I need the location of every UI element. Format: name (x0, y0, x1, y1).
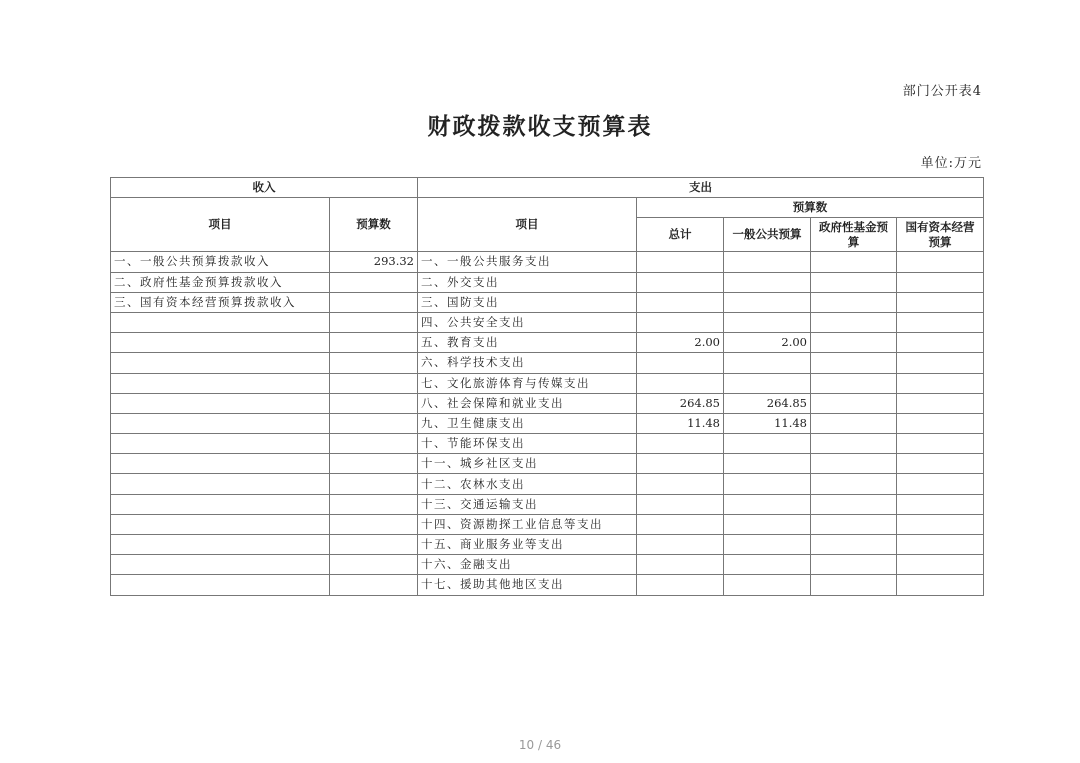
general-budget-cell (724, 555, 811, 575)
total-cell (637, 272, 724, 292)
table-row (111, 494, 984, 514)
general-budget-cell (724, 514, 811, 534)
gov-fund-cell (811, 393, 897, 413)
income-value-cell (330, 514, 418, 534)
total-header: 总计 (637, 218, 724, 252)
income-value-cell (330, 474, 418, 494)
income-value-cell (330, 413, 418, 433)
income-header: 收入 (111, 178, 418, 198)
income-value-cell (330, 312, 418, 332)
total-cell (637, 252, 724, 272)
state-capital-cell (897, 333, 984, 353)
table-row (111, 575, 984, 595)
income-value-cell (330, 333, 418, 353)
total-cell: 11.48 (637, 413, 724, 433)
table-row (111, 272, 984, 292)
state-capital-cell (897, 413, 984, 433)
total-cell (637, 353, 724, 373)
expense-header: 支出 (418, 178, 984, 198)
state-capital-header: 国有资本经营预算 (897, 218, 984, 252)
state-capital-cell (897, 312, 984, 332)
expense-item-cell: 六、科学技术支出 (418, 353, 637, 373)
total-cell (637, 373, 724, 393)
gov-fund-cell (811, 333, 897, 353)
state-capital-cell (897, 555, 984, 575)
state-capital-cell (897, 292, 984, 312)
income-item-cell (111, 514, 330, 534)
total-cell (637, 474, 724, 494)
general-budget-cell (724, 252, 811, 272)
budget-group-header: 预算数 (637, 198, 984, 218)
expense-item-cell: 四、公共安全支出 (418, 312, 637, 332)
general-budget-cell: 2.00 (724, 333, 811, 353)
table-row (111, 514, 984, 534)
income-value-cell (330, 393, 418, 413)
expense-item-cell: 十三、交通运输支出 (418, 494, 637, 514)
expense-item-cell: 五、教育支出 (418, 333, 637, 353)
income-value-cell (330, 292, 418, 312)
table-row (111, 413, 984, 433)
income-item-cell (111, 312, 330, 332)
expense-item-cell: 十六、金融支出 (418, 555, 637, 575)
income-item-cell (111, 413, 330, 433)
expense-item-cell: 八、社会保障和就业支出 (418, 393, 637, 413)
table-row (111, 454, 984, 474)
income-value-cell (330, 373, 418, 393)
gov-fund-cell (811, 292, 897, 312)
income-item-cell: 一、一般公共预算拨款收入 (111, 252, 330, 272)
gov-fund-cell (811, 474, 897, 494)
total-cell: 2.00 (637, 333, 724, 353)
expense-item-cell: 十一、城乡社区支出 (418, 454, 637, 474)
general-budget-cell (724, 312, 811, 332)
general-budget-cell (724, 494, 811, 514)
expense-item-cell: 一、一般公共服务支出 (418, 252, 637, 272)
income-value-cell (330, 494, 418, 514)
income-item-header: 项目 (111, 198, 330, 252)
table-row (111, 333, 984, 353)
total-cell (637, 494, 724, 514)
state-capital-cell (897, 252, 984, 272)
expense-item-cell: 十、节能环保支出 (418, 434, 637, 454)
income-item-cell (111, 333, 330, 353)
table-row (111, 292, 984, 312)
income-value-cell (330, 575, 418, 595)
gov-fund-cell (811, 535, 897, 555)
expense-item-cell: 十二、农林水支出 (418, 474, 637, 494)
table-row (111, 312, 984, 332)
unit-label: 单位:万元 (920, 156, 982, 171)
income-item-cell (111, 474, 330, 494)
state-capital-cell (897, 393, 984, 413)
gov-fund-cell (811, 434, 897, 454)
state-capital-cell (897, 434, 984, 454)
general-budget-cell (724, 292, 811, 312)
total-cell: 264.85 (637, 393, 724, 413)
expense-item-cell: 九、卫生健康支出 (418, 413, 637, 433)
expense-item-header: 项目 (418, 198, 637, 252)
expense-item-cell: 十五、商业服务业等支出 (418, 535, 637, 555)
table-row (111, 252, 984, 272)
budget-table (110, 177, 984, 596)
general-budget-cell (724, 434, 811, 454)
total-cell (637, 514, 724, 534)
total-cell (637, 575, 724, 595)
income-value-cell: 293.32 (330, 252, 418, 272)
total-cell (637, 535, 724, 555)
state-capital-cell (897, 454, 984, 474)
form-code: 部门公开表4 (902, 84, 982, 99)
income-budget-header: 预算数 (330, 198, 418, 252)
general-budget-cell (724, 454, 811, 474)
general-budget-cell (724, 373, 811, 393)
gov-fund-header: 政府性基金预算 (811, 218, 897, 252)
expense-item-cell: 七、文化旅游体育与传媒支出 (418, 373, 637, 393)
income-item-cell (111, 353, 330, 373)
gov-fund-cell (811, 373, 897, 393)
income-item-cell (111, 575, 330, 595)
income-value-cell (330, 272, 418, 292)
state-capital-cell (897, 514, 984, 534)
table-row (111, 474, 984, 494)
income-item-cell (111, 373, 330, 393)
total-cell (637, 555, 724, 575)
table-row (111, 373, 984, 393)
income-value-cell (330, 434, 418, 454)
total-cell (637, 292, 724, 312)
state-capital-cell (897, 575, 984, 595)
gov-fund-cell (811, 353, 897, 373)
income-value-cell (330, 535, 418, 555)
state-capital-cell (897, 494, 984, 514)
gov-fund-cell (811, 454, 897, 474)
gov-fund-cell (811, 312, 897, 332)
gov-fund-cell (811, 413, 897, 433)
income-item-cell: 三、国有资本经营预算拨款收入 (111, 292, 330, 312)
total-cell (637, 454, 724, 474)
general-budget-cell (724, 272, 811, 292)
expense-item-cell: 二、外交支出 (418, 272, 637, 292)
general-budget-cell: 264.85 (724, 393, 811, 413)
income-value-cell (330, 454, 418, 474)
state-capital-cell (897, 272, 984, 292)
general-budget-cell (724, 535, 811, 555)
general-budget-cell (724, 474, 811, 494)
total-cell (637, 312, 724, 332)
gov-fund-cell (811, 494, 897, 514)
state-capital-cell (897, 474, 984, 494)
income-item-cell (111, 555, 330, 575)
total-cell (637, 434, 724, 454)
table-row (111, 555, 984, 575)
expense-item-cell: 十七、援助其他地区支出 (418, 575, 637, 595)
general-budget-cell (724, 353, 811, 373)
income-item-cell (111, 454, 330, 474)
table-row (111, 393, 984, 413)
gov-fund-cell (811, 514, 897, 534)
table-row (111, 434, 984, 454)
income-value-cell (330, 353, 418, 373)
gov-fund-cell (811, 252, 897, 272)
state-capital-cell (897, 353, 984, 373)
general-budget-header: 一般公共预算 (724, 218, 811, 252)
expense-item-cell: 十四、资源勘探工业信息等支出 (418, 514, 637, 534)
table-row (111, 535, 984, 555)
expense-item-cell: 三、国防支出 (418, 292, 637, 312)
income-item-cell (111, 434, 330, 454)
general-budget-cell: 11.48 (724, 413, 811, 433)
state-capital-cell (897, 373, 984, 393)
header-row-2 (111, 198, 984, 218)
page-number: 10 / 46 (518, 738, 562, 752)
income-item-cell (111, 393, 330, 413)
header-row-1 (111, 178, 984, 198)
income-value-cell (330, 555, 418, 575)
page-title: 财政拨款收支预算表 (427, 113, 653, 140)
state-capital-cell (897, 535, 984, 555)
table-row (111, 353, 984, 373)
gov-fund-cell (811, 272, 897, 292)
income-item-cell: 二、政府性基金预算拨款收入 (111, 272, 330, 292)
income-item-cell (111, 494, 330, 514)
gov-fund-cell (811, 575, 897, 595)
general-budget-cell (724, 575, 811, 595)
gov-fund-cell (811, 555, 897, 575)
income-item-cell (111, 535, 330, 555)
